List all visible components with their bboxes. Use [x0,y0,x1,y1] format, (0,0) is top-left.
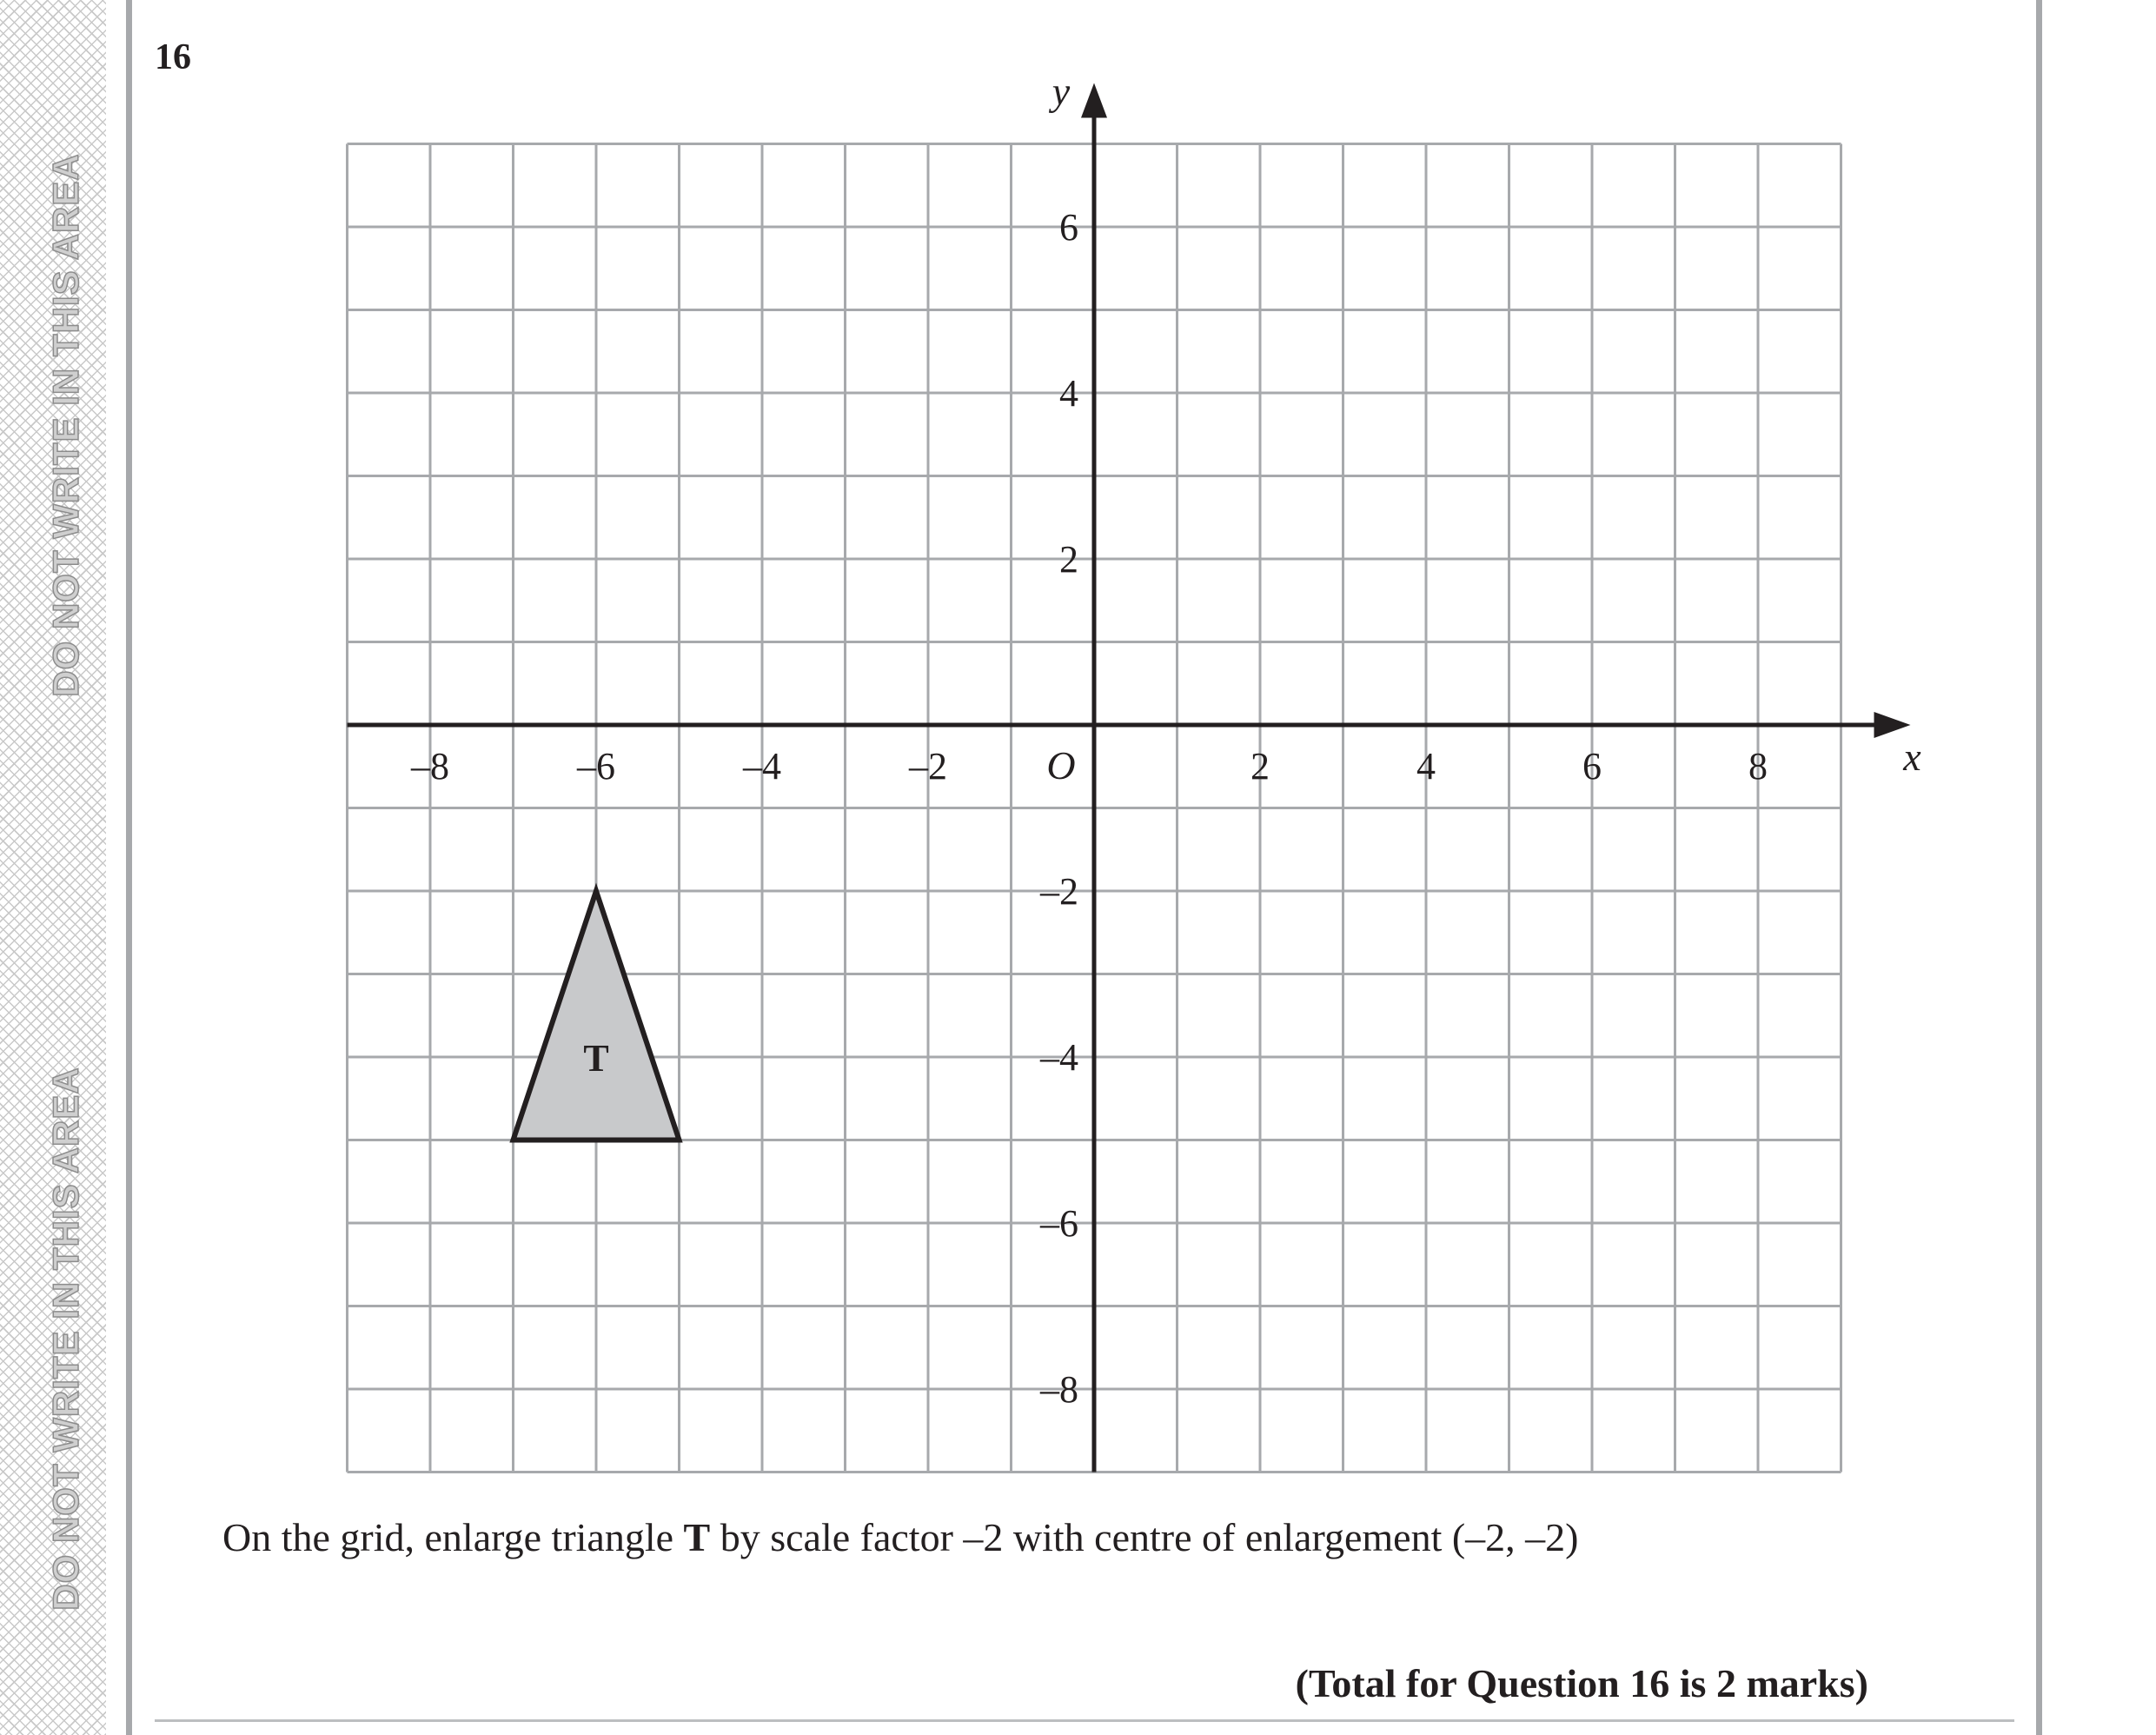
y-tick-label: –8 [1040,1368,1078,1411]
y-tick-label: 6 [1059,206,1078,249]
x-tick-label: –6 [577,745,615,788]
y-tick-label: 4 [1059,372,1078,415]
question-instruction [222,1514,1578,1560]
y-tick-label: –2 [1040,870,1078,913]
triangle-label: T [583,1037,609,1080]
x-tick-label: 4 [1416,745,1436,788]
y-tick-label: 2 [1059,538,1078,581]
x-tick-label: 8 [1748,745,1768,788]
x-tick-label: 2 [1250,745,1270,788]
instruction-shape-name: T [683,1515,711,1559]
margin-warning-top: DO NOT WRITE IN THIS AREA [45,153,86,697]
margin-warning-bottom: DO NOT WRITE IN THIS AREA [45,1067,86,1611]
origin-label: O [1046,743,1076,788]
x-tick-label: –4 [743,745,781,788]
x-axis-label: x [1903,735,1921,779]
y-axis-label: y [1051,69,1071,114]
x-tick-label: 6 [1582,745,1602,788]
total-marks: (Total for Question 16 is 2 marks) [1295,1661,1868,1705]
instruction-text-start: On the grid, enlarge triangle [222,1515,684,1559]
x-tick-label: –8 [411,745,449,788]
instruction-text-end: by scale factor –2 with centre of enlargement (–2, –2) [710,1515,1579,1559]
x-tick-label: –2 [909,745,947,788]
y-axis-arrow-icon [1081,83,1107,118]
question-number: 16 [155,37,191,77]
triangle-t [514,891,680,1140]
y-tick-label: –4 [1040,1036,1078,1079]
bottom-rule [155,1719,2014,1722]
y-tick-label: –6 [1040,1202,1078,1245]
